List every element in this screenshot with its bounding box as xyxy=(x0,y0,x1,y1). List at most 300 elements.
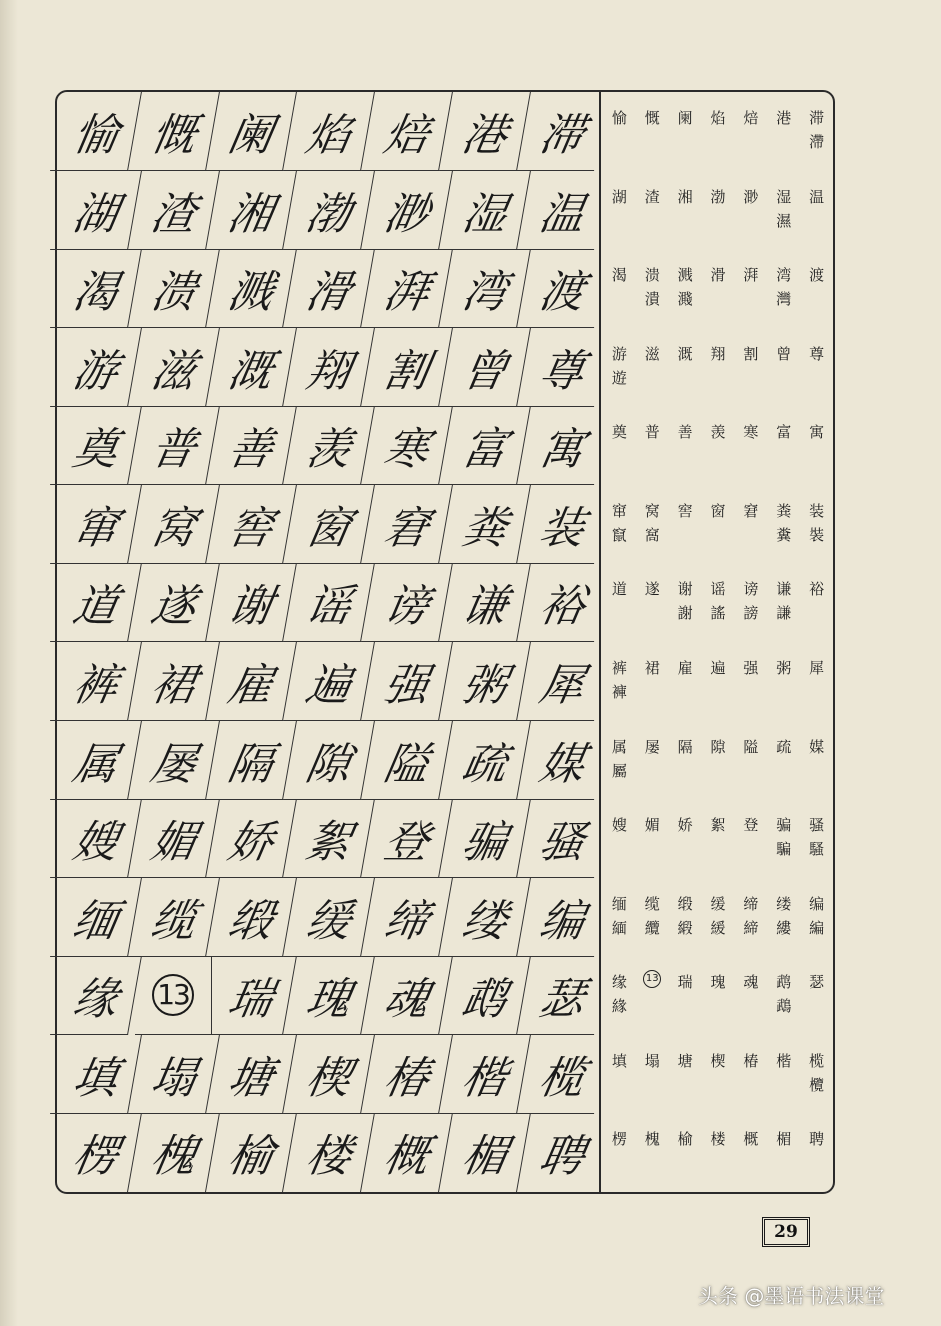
simplified-character: 溉 xyxy=(677,344,693,363)
reference-cell xyxy=(636,1113,669,1192)
simplified-character: 楼 xyxy=(710,1130,726,1149)
reference-cell xyxy=(669,171,702,250)
simplified-character: 普 xyxy=(644,423,660,442)
calligraphy-cell: 概 xyxy=(361,1113,453,1192)
calligraphy-cell: 普 xyxy=(128,406,220,485)
calligraphy-cell: 榆 xyxy=(205,1113,297,1192)
simplified-character: 割 xyxy=(743,344,759,363)
calligraphy-cell: 渣 xyxy=(128,171,220,250)
simplified-character: 缆 xyxy=(644,894,660,913)
calligraphy-cell: 粥 xyxy=(439,642,531,721)
calligraphy-cell: 楷 xyxy=(439,1035,531,1114)
calligraphy-cell: 缕 xyxy=(439,878,531,957)
simplified-character: 娇 xyxy=(677,816,693,835)
reference-cell xyxy=(636,563,669,642)
calligraphy-cell: 强 xyxy=(361,642,453,721)
simplified-character: 编 xyxy=(809,894,825,913)
traditional-character: 欖 xyxy=(809,1075,825,1094)
calligraphy-cell: 塌 xyxy=(128,1035,220,1114)
calligraphy-cell: 隙 xyxy=(283,721,375,800)
simplified-character: 遍 xyxy=(710,658,726,677)
calligraphy-cell: 曾 xyxy=(439,328,531,407)
reference-cell xyxy=(767,92,800,171)
reference-cell xyxy=(767,406,800,485)
simplified-character: 滋 xyxy=(644,344,660,363)
calligraphy-cell: 骗 xyxy=(439,799,531,878)
simplified-character: 道 xyxy=(611,580,627,599)
simplified-character: 缘 xyxy=(611,973,627,992)
calligraphy-cell: 滞 xyxy=(516,92,608,171)
simplified-character: 填 xyxy=(611,1051,627,1070)
reference-cell xyxy=(669,799,702,878)
simplified-character: 曾 xyxy=(776,344,792,363)
calligraphy-cell: 尊 xyxy=(516,328,608,407)
reference-cell xyxy=(734,956,767,1035)
simplified-character: 缅 xyxy=(611,894,627,913)
reference-cell xyxy=(669,563,702,642)
reference-cell xyxy=(800,249,833,328)
reference-cell xyxy=(669,1113,702,1192)
reference-cell xyxy=(603,92,636,171)
traditional-character: 滯 xyxy=(809,133,825,151)
reference-cell xyxy=(603,406,636,485)
simplified-character: 港 xyxy=(776,109,792,127)
watermark: 头条 @墨语书法课堂 xyxy=(698,1284,885,1308)
simplified-character: 雇 xyxy=(677,658,693,677)
simplified-character: 窝 xyxy=(644,501,660,520)
reference-cell xyxy=(636,249,669,328)
simplified-character: 渤 xyxy=(710,187,726,206)
section-number-marker: 13 xyxy=(643,970,661,988)
calligraphy-cell: 缆 xyxy=(128,878,220,957)
simplified-character: 窗 xyxy=(710,501,726,520)
calligraphy-cell: 窗 xyxy=(283,485,375,564)
calligraphy-cell: 裤 xyxy=(50,642,142,721)
reference-cell xyxy=(767,328,800,407)
page-number: 29 xyxy=(762,1217,810,1247)
simplified-character: 装 xyxy=(809,501,825,520)
calligraphy-cell: 湃 xyxy=(361,249,453,328)
reference-cell xyxy=(767,1113,800,1192)
simplified-character: 窘 xyxy=(743,501,759,520)
reference-cell xyxy=(702,956,735,1035)
simplified-character: 羡 xyxy=(710,423,726,442)
reference-cell xyxy=(800,878,833,957)
calligraphy-cell: 犀 xyxy=(516,642,608,721)
calligraphy-cell: 缅 xyxy=(50,878,142,957)
simplified-character: 溅 xyxy=(677,266,693,285)
simplified-character: 粪 xyxy=(776,501,792,520)
calligraphy-cell: 羡 xyxy=(283,406,375,485)
reference-cell xyxy=(767,642,800,721)
reference-cell xyxy=(767,1035,800,1114)
simplified-character: 慨 xyxy=(644,109,660,127)
reference-cell xyxy=(636,721,669,800)
calligraphy-cell: 游 xyxy=(50,328,142,407)
reference-cell xyxy=(800,328,833,407)
calligraphy-cell: 谣 xyxy=(283,563,375,642)
traditional-character: 屬 xyxy=(611,761,627,780)
simplified-character: 奠 xyxy=(611,423,627,442)
simplified-character: 滞 xyxy=(809,109,825,127)
calligraphy-cell: 湖 xyxy=(50,171,142,250)
simplified-character: 渡 xyxy=(809,266,825,285)
reference-cell xyxy=(603,485,636,564)
simplified-character: 窜 xyxy=(611,501,627,520)
reference-cell xyxy=(702,878,735,957)
simplified-character: 属 xyxy=(611,737,627,756)
reference-cell xyxy=(800,1113,833,1192)
calligraphy-cell: 装 xyxy=(516,485,608,564)
reference-cell xyxy=(734,1035,767,1114)
simplified-character: 嫂 xyxy=(611,816,627,835)
calligraphy-cell: 湘 xyxy=(205,171,297,250)
traditional-character: 緩 xyxy=(710,918,726,937)
reference-cell xyxy=(734,1113,767,1192)
traditional-character: 謠 xyxy=(710,604,726,623)
reference-cell xyxy=(603,799,636,878)
traditional-character: 騷 xyxy=(809,840,825,859)
calligraphy-cell: 滋 xyxy=(128,328,220,407)
simplified-character: 缎 xyxy=(677,894,693,913)
reference-cell xyxy=(734,642,767,721)
calligraphy-cell: 渴 xyxy=(50,249,142,328)
simplified-character: 媚 xyxy=(644,816,660,835)
simplified-character: 湖 xyxy=(611,187,627,206)
simplified-character: 谤 xyxy=(743,580,759,599)
simplified-character: 尊 xyxy=(809,344,825,363)
calligraphy-cell: 骚 xyxy=(516,799,608,878)
calligraphy-cell: 善 xyxy=(205,406,297,485)
calligraphy-cell: 缎 xyxy=(205,878,297,957)
calligraphy-cell: 溅 xyxy=(205,249,297,328)
calligraphy-cell: 瑟 xyxy=(516,956,608,1035)
reference-cell xyxy=(702,406,735,485)
reference-cell xyxy=(636,485,669,564)
calligraphy-cell: 窜 xyxy=(50,485,142,564)
traditional-character: 謙 xyxy=(776,604,792,623)
reference-cell xyxy=(702,1035,735,1114)
calligraphy-cell: 奠 xyxy=(50,406,142,485)
traditional-character: 緣 xyxy=(611,997,627,1016)
reference-cell xyxy=(800,171,833,250)
calligraphy-cell: 窘 xyxy=(361,485,453,564)
calligraphy-cell: 鹉 xyxy=(439,956,531,1035)
reference-cell xyxy=(800,406,833,485)
simplified-character: 槐 xyxy=(644,1130,660,1149)
calligraphy-cell: 聘 xyxy=(535,1131,587,1183)
reference-cell xyxy=(669,642,702,721)
reference-cell xyxy=(669,249,702,328)
reference-cell xyxy=(800,799,833,878)
simplified-character: 愉 xyxy=(611,109,627,127)
simplified-character: 媒 xyxy=(809,737,825,756)
simplified-character: 隔 xyxy=(677,737,693,756)
reference-cell xyxy=(636,799,669,878)
calligraphy-cell: 愉 xyxy=(50,92,142,171)
reference-cell xyxy=(734,92,767,171)
reference-cell xyxy=(734,878,767,957)
reference-cell xyxy=(603,956,636,1035)
reference-cell xyxy=(603,328,636,407)
grid-divider xyxy=(599,92,601,1192)
simplified-character: 缕 xyxy=(776,894,792,913)
simplified-character: 屡 xyxy=(644,737,660,756)
simplified-character: 塌 xyxy=(644,1051,660,1070)
simplified-character: 缓 xyxy=(710,894,726,913)
simplified-character: 渺 xyxy=(743,187,759,206)
simplified-character: 榆 xyxy=(677,1130,693,1149)
traditional-character: 鵡 xyxy=(776,997,792,1016)
simplified-character: 湿 xyxy=(776,187,792,206)
simplified-character: 溃 xyxy=(644,266,660,285)
simplified-character: 瑟 xyxy=(809,973,825,992)
reference-cell xyxy=(603,563,636,642)
traditional-character: 濕 xyxy=(776,211,792,230)
calligraphy-grid xyxy=(57,92,601,1192)
reference-cell xyxy=(702,799,735,878)
reference-cell xyxy=(702,328,735,407)
calligraphy-cell: 属 xyxy=(50,721,142,800)
calligraphy-cell: 编 xyxy=(516,878,608,957)
simplified-character: 楷 xyxy=(776,1051,792,1070)
calligraphy-cell: 媚 xyxy=(128,799,220,878)
calligraphy-cell: 焙 xyxy=(361,92,453,171)
simplified-character: 裙 xyxy=(644,658,660,677)
page-binding-shadow xyxy=(0,0,18,1326)
calligraphy-cell: 椿 xyxy=(361,1035,453,1114)
simplified-character: 渣 xyxy=(644,187,660,206)
traditional-character: 纜 xyxy=(644,918,660,937)
calligraphy-cell: 谢 xyxy=(205,563,297,642)
reference-cell xyxy=(702,485,735,564)
reference-cell xyxy=(603,878,636,957)
traditional-character: 潰 xyxy=(644,290,660,309)
reference-cell xyxy=(800,721,833,800)
reference-cell xyxy=(800,642,833,721)
traditional-character: 謝 xyxy=(677,604,693,623)
traditional-character: 緞 xyxy=(677,918,693,937)
traditional-character: 緬 xyxy=(611,918,627,937)
calligraphy-cell: 填 xyxy=(50,1035,142,1114)
calligraphy-cell: 楔 xyxy=(283,1035,375,1114)
reference-cell xyxy=(767,878,800,957)
simplified-character: 湾 xyxy=(776,266,792,285)
calligraphy-cell: 瑞 xyxy=(205,956,297,1035)
section-number-marker: 13 xyxy=(152,974,194,1016)
reference-cell xyxy=(767,171,800,250)
simplified-character: 阑 xyxy=(677,109,693,127)
calligraphy-cell: 港 xyxy=(439,92,531,171)
simplified-character: 概 xyxy=(743,1130,759,1149)
reference-cell xyxy=(734,563,767,642)
simplified-character: 谢 xyxy=(677,580,693,599)
reference-cell xyxy=(734,799,767,878)
calligraphy-cell: 寒 xyxy=(361,406,453,485)
calligraphy-cell: 楣 xyxy=(439,1113,531,1192)
calligraphy-cell: 缔 xyxy=(361,878,453,957)
reference-cell xyxy=(603,721,636,800)
reference-cell xyxy=(636,92,669,171)
calligraphy-cell: 遂 xyxy=(128,563,220,642)
traditional-character: 濺 xyxy=(677,290,693,309)
simplified-character: 善 xyxy=(677,423,693,442)
reference-cell xyxy=(669,878,702,957)
reference-cell xyxy=(702,721,735,800)
simplified-character: 骗 xyxy=(776,816,792,835)
reference-cell xyxy=(636,171,669,250)
reference-cell xyxy=(767,799,800,878)
simplified-character: 窖 xyxy=(677,501,693,520)
reference-cell xyxy=(734,249,767,328)
simplified-character: 温 xyxy=(809,187,825,206)
simplified-character: 焙 xyxy=(743,109,759,127)
simplified-character: 楞 xyxy=(611,1130,627,1149)
calligraphy-cell: 阑 xyxy=(205,92,297,171)
reference-cell xyxy=(603,249,636,328)
reference-cell xyxy=(734,328,767,407)
calligraphy-cell: 粪 xyxy=(439,485,531,564)
calligraphy-cell: 塘 xyxy=(205,1035,297,1114)
reference-cell xyxy=(800,1035,833,1114)
reference-cell xyxy=(734,721,767,800)
traditional-character: 騙 xyxy=(776,840,792,859)
simplified-character: 富 xyxy=(776,423,792,442)
simplified-character: 登 xyxy=(743,816,759,835)
calligraphy-cell: 隔 xyxy=(205,721,297,800)
simplified-character: 游 xyxy=(611,344,627,363)
reference-cell xyxy=(603,1035,636,1114)
reference-cell xyxy=(603,1113,636,1192)
calligraphy-cell: 絮 xyxy=(283,799,375,878)
reference-cell xyxy=(767,563,800,642)
reference-cell xyxy=(669,1035,702,1114)
reference-character-grid xyxy=(603,92,833,1192)
reference-cell xyxy=(800,485,833,564)
simplified-character: 鹉 xyxy=(776,973,792,992)
calligraphy-cell: 割 xyxy=(361,328,453,407)
simplified-character: 强 xyxy=(743,658,759,677)
simplified-character: 瑰 xyxy=(710,973,726,992)
reference-cell xyxy=(800,92,833,171)
simplified-character: 楔 xyxy=(710,1051,726,1070)
reference-cell xyxy=(669,956,702,1035)
simplified-character: 缔 xyxy=(743,894,759,913)
simplified-character: 遂 xyxy=(644,580,660,599)
calligraphy-cell xyxy=(135,956,213,1035)
simplified-character: 滑 xyxy=(710,266,726,285)
reference-cell xyxy=(734,485,767,564)
calligraphy-cell: 滑 xyxy=(283,249,375,328)
simplified-character: 犀 xyxy=(809,658,825,677)
simplified-character: 翔 xyxy=(710,344,726,363)
traditional-character: 縷 xyxy=(776,918,792,937)
traditional-character: 灣 xyxy=(776,290,792,309)
reference-cell xyxy=(702,1113,735,1192)
calligraphy-cell: 谦 xyxy=(439,563,531,642)
calligraphy-cell: 溃 xyxy=(128,249,220,328)
simplified-character: 渴 xyxy=(611,266,627,285)
simplified-character: 隘 xyxy=(743,737,759,756)
traditional-character: 窩 xyxy=(644,525,660,544)
calligraphy-cell: 裕 xyxy=(516,563,608,642)
simplified-character: 裤 xyxy=(611,658,627,677)
reference-cell xyxy=(669,406,702,485)
calligraphy-cell: 嫂 xyxy=(50,799,142,878)
reference-cell xyxy=(702,249,735,328)
reference-cell xyxy=(603,642,636,721)
traditional-character: 締 xyxy=(743,918,759,937)
simplified-character: 寓 xyxy=(809,423,825,442)
reference-cell xyxy=(767,956,800,1035)
calligraphy-cell: 窝 xyxy=(128,485,220,564)
reference-cell xyxy=(636,406,669,485)
calligraphy-cell: 榄 xyxy=(516,1035,608,1114)
calligraphy-cell: 娇 xyxy=(205,799,297,878)
calligraphy-cell: 楼 xyxy=(283,1113,375,1192)
simplified-character: 疏 xyxy=(776,737,792,756)
simplified-character: 塘 xyxy=(677,1051,693,1070)
reference-cell xyxy=(702,563,735,642)
calligraphy-cell: 湾 xyxy=(439,249,531,328)
simplified-character: 榄 xyxy=(809,1051,825,1070)
calligraphy-cell: 隘 xyxy=(361,721,453,800)
traditional-character: 遊 xyxy=(611,368,627,387)
reference-cell xyxy=(767,485,800,564)
reference-cell xyxy=(603,171,636,250)
reference-cell xyxy=(767,249,800,328)
simplified-character: 谦 xyxy=(776,580,792,599)
calligraphy-cell: 窖 xyxy=(205,485,297,564)
simplified-character: 聘 xyxy=(809,1130,825,1149)
calligraphy-cell: 渡 xyxy=(516,249,608,328)
simplified-character: 隙 xyxy=(710,737,726,756)
reference-cell xyxy=(669,328,702,407)
simplified-character: 寒 xyxy=(743,423,759,442)
reference-cell xyxy=(669,485,702,564)
calligraphy-cell: 寓 xyxy=(516,406,608,485)
calligraphy-cell: 疏 xyxy=(439,721,531,800)
reference-cell xyxy=(800,956,833,1035)
traditional-character: 謗 xyxy=(743,604,759,623)
simplified-character: 椿 xyxy=(743,1051,759,1070)
reference-cell xyxy=(767,721,800,800)
reference-cell xyxy=(636,956,669,1035)
calligraphy-cell: 翔 xyxy=(283,328,375,407)
calligraphy-cell: 温 xyxy=(516,171,608,250)
calligraphy-cell: 缓 xyxy=(283,878,375,957)
reference-cell xyxy=(702,92,735,171)
simplified-character: 湃 xyxy=(743,266,759,285)
calligraphy-cell: 裙 xyxy=(128,642,220,721)
simplified-character: 骚 xyxy=(809,816,825,835)
calligraphy-cell: 溉 xyxy=(205,328,297,407)
calligraphy-cell: 焰 xyxy=(283,92,375,171)
reference-cell xyxy=(734,406,767,485)
calligraphy-cell: 魂 xyxy=(361,956,453,1035)
reference-cell xyxy=(669,92,702,171)
traditional-character: 裝 xyxy=(809,525,825,544)
reference-cell xyxy=(702,642,735,721)
reference-cell xyxy=(800,563,833,642)
calligraphy-cell: 瑰 xyxy=(283,956,375,1035)
traditional-character: 糞 xyxy=(776,525,792,544)
simplified-character: 絮 xyxy=(710,816,726,835)
calligraphy-cell: 媒 xyxy=(516,721,608,800)
simplified-character: 谣 xyxy=(710,580,726,599)
calligraphy-cell: 登 xyxy=(361,799,453,878)
calligraphy-cell: 渤 xyxy=(283,171,375,250)
